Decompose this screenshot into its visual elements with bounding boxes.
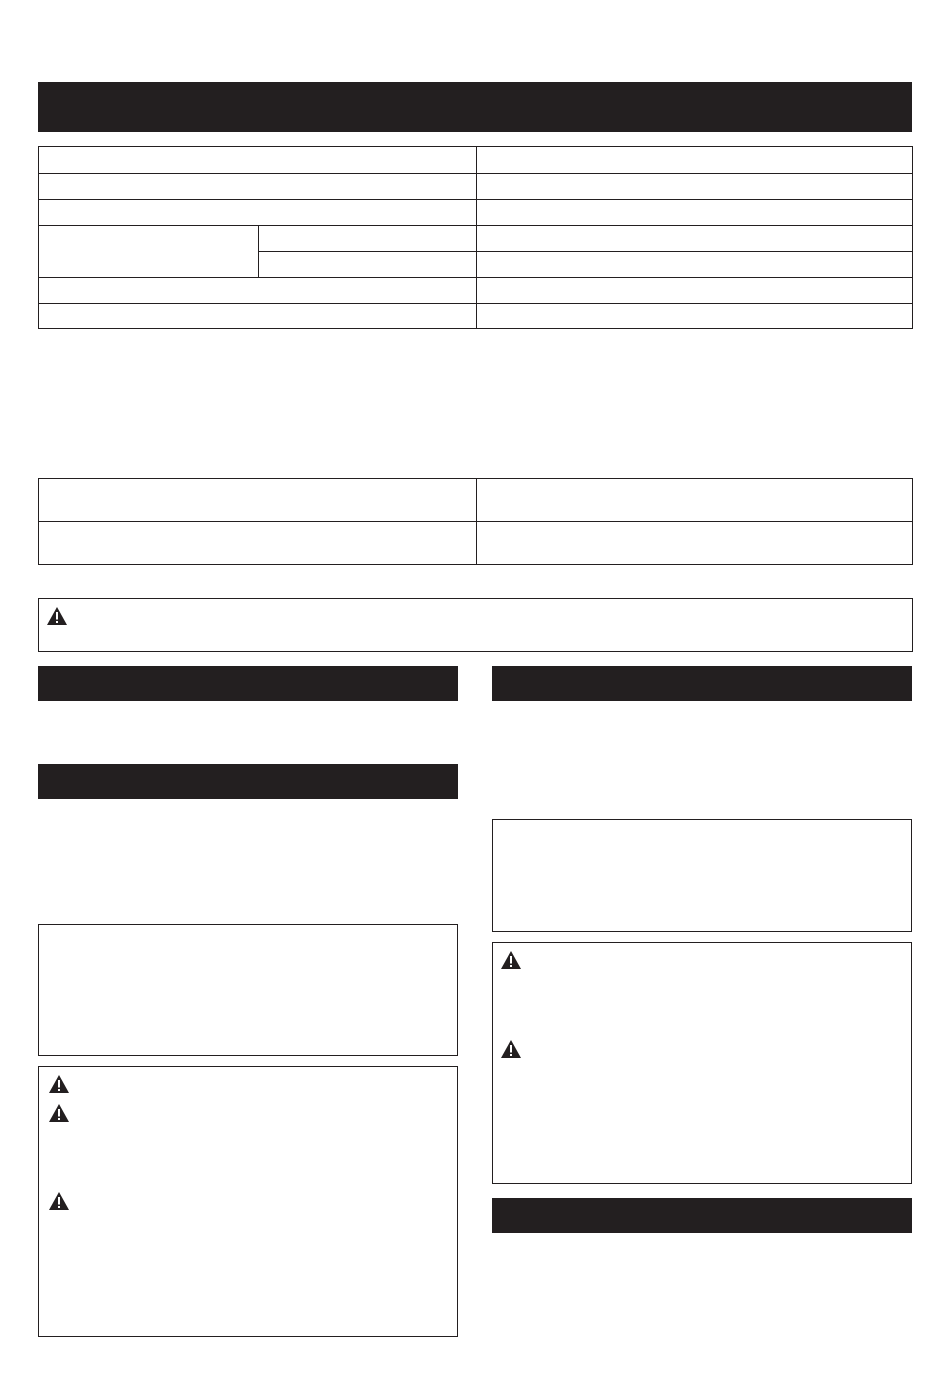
left-note-box [38,924,458,1056]
warning-triangle-icon [48,1103,70,1123]
left-section-1-bar [38,666,458,701]
second-table [38,478,913,565]
spec-table [38,146,913,329]
right-note-box [492,819,912,932]
right-section-2-bar [492,1198,912,1233]
left-warning-box [38,1066,458,1337]
header-bar [38,82,912,132]
warning-triangle-icon [500,950,522,970]
warning-triangle-icon [48,1074,70,1094]
warning-triangle-icon [46,606,68,626]
right-section-1-bar [492,666,912,701]
warning-triangle-icon [48,1191,70,1211]
warning-banner [38,598,913,652]
warning-triangle-icon [500,1039,522,1059]
right-warning-box [492,942,912,1184]
left-section-2-bar [38,764,458,799]
